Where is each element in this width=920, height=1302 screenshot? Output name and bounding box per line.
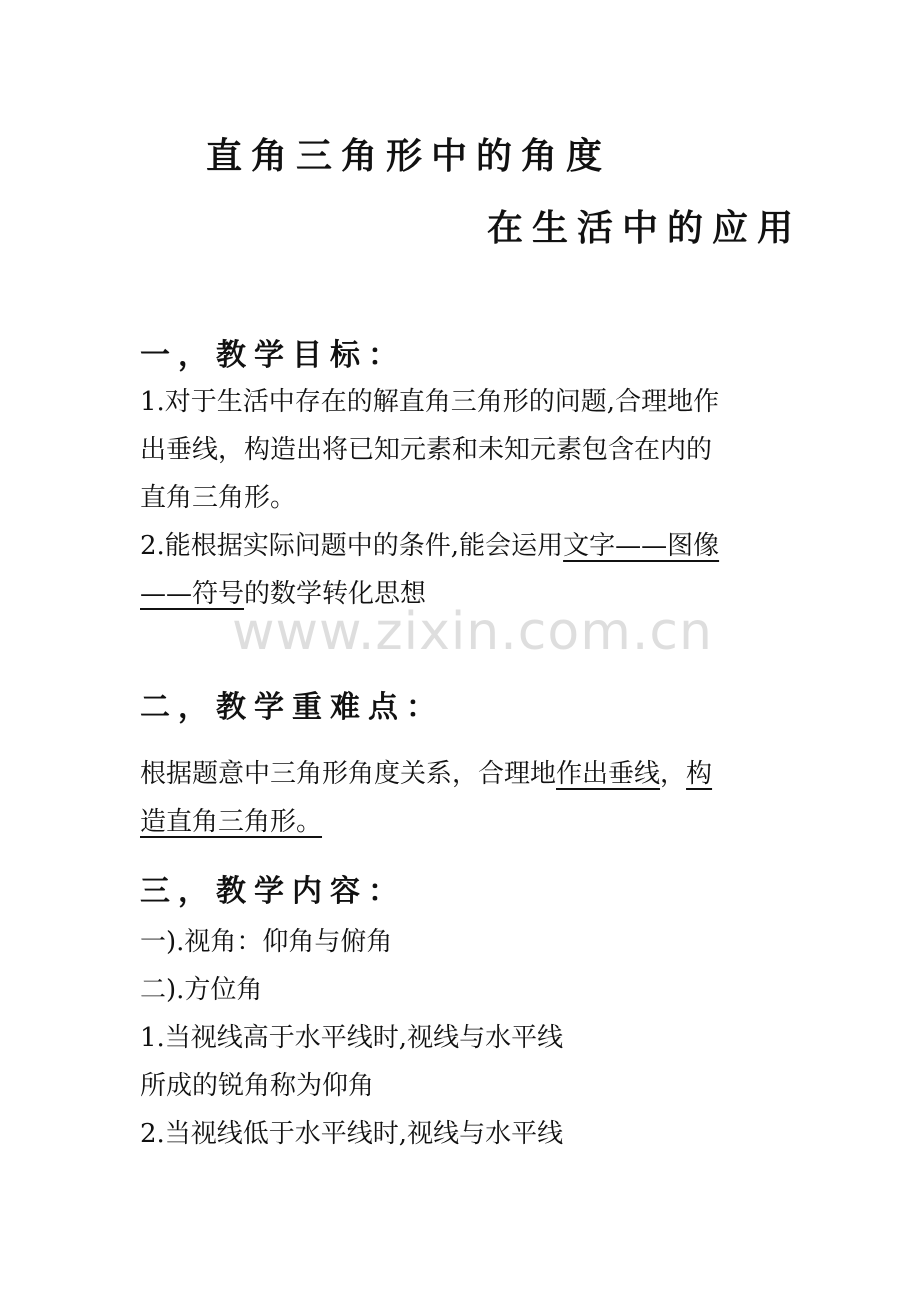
underlined-phrase: 造直角三角形。 bbox=[140, 807, 323, 837]
content-item: 二).方位角 bbox=[140, 975, 263, 1005]
content-list bbox=[140, 918, 563, 1158]
section-1-heading: 一，教学目标： bbox=[140, 338, 406, 373]
section-3-heading: 三，教学内容： bbox=[140, 874, 406, 909]
section-2-heading: 二，教学重难点： bbox=[140, 690, 444, 725]
key-points-line-1 bbox=[140, 750, 712, 798]
underlined-phrase: ——符号 bbox=[140, 579, 245, 609]
objective-1 bbox=[140, 378, 719, 522]
key-points bbox=[140, 750, 712, 846]
objective-1-line-1: 1.对于生活中存在的解直角三角形的问题,合理地作 bbox=[140, 387, 720, 417]
underlined-phrase: 作出垂线 bbox=[556, 759, 661, 789]
content-item: 1.当视线高于水平线时,视线与水平线 bbox=[140, 1023, 564, 1053]
objective-2-text: 的数学转化思想 bbox=[244, 579, 427, 609]
content-item: 一).视角：仰角与俯角 bbox=[140, 927, 393, 957]
key-points-line-2 bbox=[140, 798, 712, 846]
content-item: 2.当视线低于水平线时,视线与水平线 bbox=[140, 1119, 564, 1149]
objective-2-text: 2.能根据实际问题中的条件,能会运用 bbox=[140, 531, 564, 561]
underlined-phrase: 文字——图像 bbox=[563, 531, 720, 561]
content-item: 所成的锐角称为仰角 bbox=[140, 1071, 375, 1101]
objective-1-line-2: 出垂线，构造出将已知元素和未知元素包含在内的 bbox=[140, 435, 713, 465]
objective-2-line-1 bbox=[140, 522, 719, 570]
document-title-line-1: 直角三角形中的角度 bbox=[206, 135, 612, 177]
watermark: www.zixin.com.cn bbox=[232, 602, 713, 662]
underlined-phrase: 构 bbox=[686, 759, 713, 789]
objective-1-line-3: 直角三角形。 bbox=[140, 483, 297, 513]
key-points-comma: ， bbox=[660, 759, 687, 789]
document-title-line-2: 在生活中的应用 bbox=[487, 207, 803, 249]
key-points-text: 根据题意中三角形角度关系，合理地 bbox=[140, 759, 557, 789]
